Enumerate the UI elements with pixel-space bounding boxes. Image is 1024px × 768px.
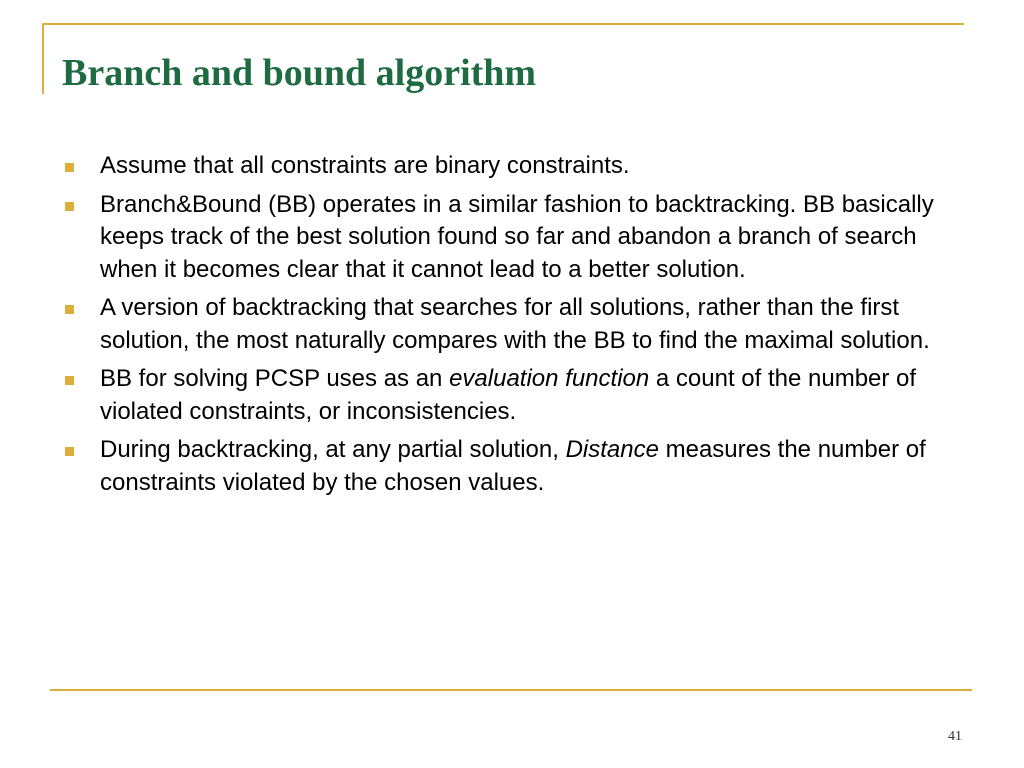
bottom-divider [50,689,972,691]
bullet-item [100,150,975,183]
slide-title: Branch and bound algorithm [62,52,537,94]
bullet-list [100,150,975,505]
top-frame-line [42,23,964,25]
square-bullet-icon [65,447,74,456]
bullet-item [100,292,975,357]
bullet-text-before: BB for solving PCSP uses as an [100,365,450,392]
bullet-text: Branch&Bound (BB) operates in a similar fashion to backtracking. BB basically keeps track of the best solution found so far and abandon a branch of search when it becomes clear that it cannot lead to a better solution. [100,190,934,283]
page-number: 41 [948,729,962,744]
emphasized-term: Distance [565,436,659,463]
bullet-text: A version of backtracking that searches for all solutions, rather than the first solution, the most naturally compares with the BB to find the maximal solution. [100,294,930,354]
bullet-item [100,189,975,287]
bullet-item [100,363,975,428]
square-bullet-icon [65,376,74,385]
bullet-text-after: a count of the number of violated constraints, or inconsistencies. [100,365,917,425]
bullet-text-before: During backtracking, at any partial solution, [100,436,566,463]
bullet-text: Assume that all constraints are binary constraints. [100,152,630,179]
emphasized-term: evaluation function [449,365,650,392]
bullet-text-after: measures the number of constraints violated by the chosen values. [100,436,926,496]
left-frame-line [42,23,44,94]
square-bullet-icon [65,163,74,172]
square-bullet-icon [65,305,74,314]
bullet-item [100,434,975,499]
square-bullet-icon [65,202,74,211]
